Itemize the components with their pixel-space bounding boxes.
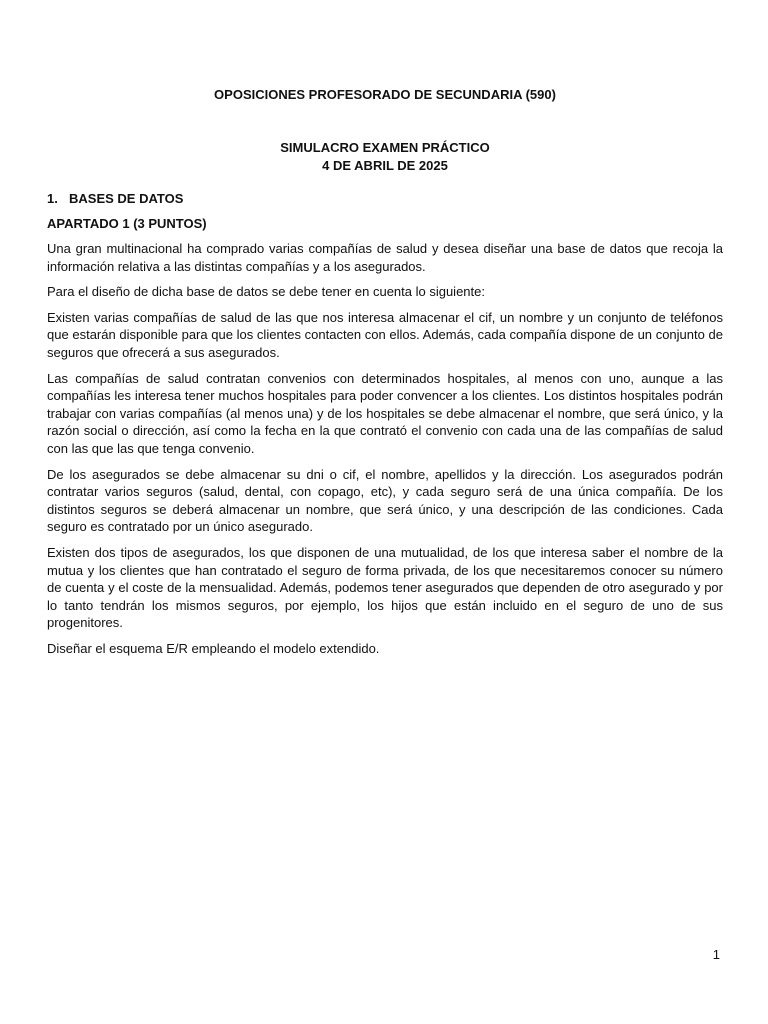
paragraph: Una gran multinacional ha comprado varias compañías de salud y desea diseñar una base de datos que recoja la información relativa a las distintas compañías y a los asegurados. <box>47 241 723 274</box>
page-number: 1 <box>712 947 720 962</box>
document-title: OPOSICIONES PROFESORADO DE SECUNDARIA (590) <box>214 87 556 102</box>
subsection-heading: APARTADO 1 (3 PUNTOS) <box>47 216 207 231</box>
paragraph: Las compañías de salud contratan convenios con determinados hospitales, al menos con uno, aunque a las compañías les interesa tener muchos hospitales para poder convencer a los clientes. Los distintos hospitales podrán trabajar con varias compañías (al menos una) y de los hospitales se debe almacenar el nombre, que será único, y la razón social o dirección, así como la fecha en la que contrató el convenio con cada una de las compañías de salud con las que las que tenga convenio. <box>47 370 723 456</box>
section-number: 1. <box>47 191 58 206</box>
exam-date: 4 DE ABRIL DE 2025 <box>322 158 448 173</box>
section-heading <box>47 190 723 208</box>
paragraph: De los asegurados se debe almacenar su dni o cif, el nombre, apellidos y la dirección. Los asegurados podrán contratar varios seguros (salud, dental, con copago, etc), y cada seguro será de una única compañía. De los distintos seguros se deberá almacenar un nombre, que será único, y una descripción de las condiciones. Cada seguro es contratado por un único asegurado. <box>47 466 723 535</box>
exam-title: SIMULACRO EXAMEN PRÁCTICO <box>280 140 490 155</box>
section-title: BASES DE DATOS <box>69 191 184 206</box>
paragraph: Para el diseño de dicha base de datos se debe tener en cuenta lo siguiente: <box>47 284 485 300</box>
paragraph: Existen dos tipos de asegurados, los que disponen de una mutualidad, de los que interesa saber el nombre de la mutua y los clientes que han contratado el seguro de forma privada, de los que necesitaremos conocer su número de cuenta y el coste de la mensualidad. Además, podemos tener asegurados que dependen de otro asegurado y por lo tanto tendrán los mismos seguros, por ejemplo, los hijos que están incluido en el seguro de uno de sus progenitores. <box>47 544 723 631</box>
paragraph: Existen varias compañías de salud de las que nos interesa almacenar el cif, un nombre y un conjunto de teléfonos que estarán disponible para que los clientes contacten con ellos. Además, cada compañía dispone de un conjunto de seguros que ofrecerá a sus asegurados. <box>47 309 723 360</box>
paragraph: Diseñar el esquema E/R empleando el modelo extendido. <box>47 640 380 656</box>
document-content <box>47 86 723 665</box>
exam-header <box>47 139 723 175</box>
